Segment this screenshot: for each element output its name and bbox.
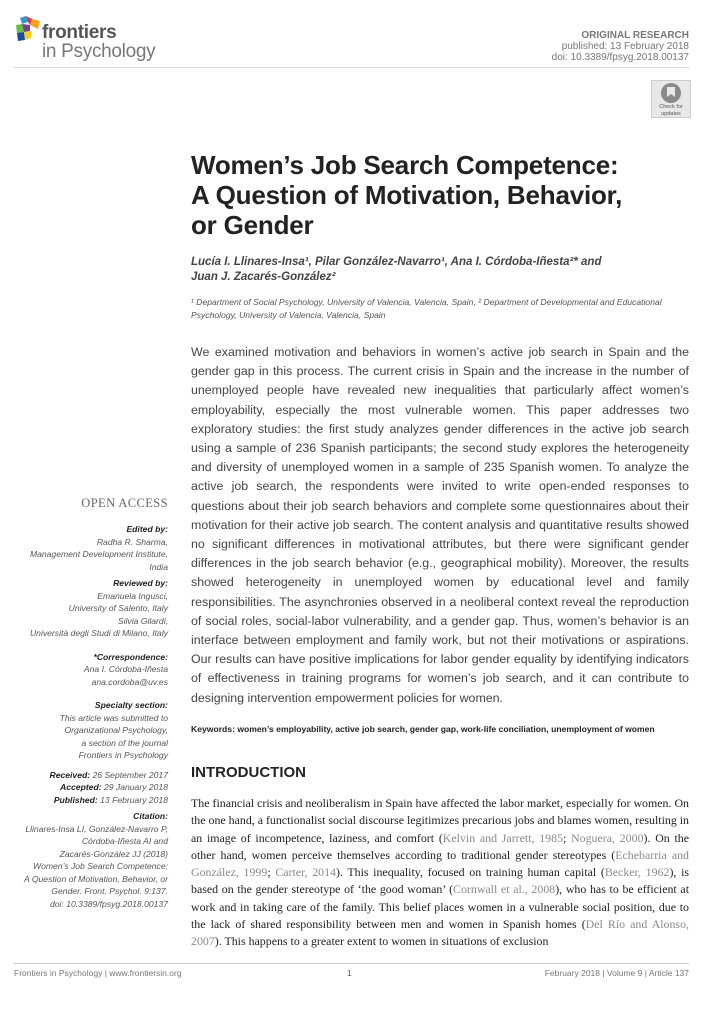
specialty-section-label: Specialty section: [94, 700, 168, 710]
correspondence-name: Ana I. Córdoba-Iñesta [83, 664, 168, 674]
article-info-sidebar [0, 496, 168, 910]
open-access-label: OPEN ACCESS [81, 496, 168, 510]
frontiers-logo-icon [14, 16, 44, 46]
article-title [191, 150, 691, 240]
body-text: ). This inequality, focused on training human capital ( [335, 865, 605, 880]
bookmark-icon [661, 83, 681, 103]
check-label-1: Check for [659, 104, 683, 110]
specialty-text: Frontiers in Psychology [78, 750, 168, 760]
accepted-value: 29 January 2018 [103, 782, 168, 792]
correspondence-email[interactable]: ana.cordoba@uv.es [91, 676, 168, 687]
author-list [191, 255, 671, 285]
citation-link[interactable]: Kelvin and Jarrett, 1985 [442, 830, 564, 845]
footer-journal-link[interactable]: Frontiers in Psychology | www.frontiersin.org [14, 968, 182, 978]
editor-affiliation: Management Development Institute, [29, 549, 168, 559]
accepted-date [0, 781, 168, 794]
citation-text: Gender. Front. Psychol. 9:137. [51, 886, 168, 896]
body-text: The financial crisis and neoliberalism in Spain have affected the labor market, especially for women. On the one hand, a functionalist social discourse legitimizes precarious jobs and blames women, resulting in an image of incompetence, laziness, and comfort ( [191, 796, 689, 845]
received-value: 26 September 2017 [92, 769, 168, 780]
published-date: published: 13 February 2018 [561, 41, 689, 52]
specialty-text: Organizational Psychology, [64, 725, 168, 735]
body-text: ). On the other hand, women perceive themselves according to traditional gender stereotypes ( [191, 830, 689, 862]
journal-logo[interactable] [14, 16, 164, 61]
specialty-text: This article was submitted to [59, 712, 168, 723]
section-heading-introduction: INTRODUCTION [191, 764, 306, 781]
citation-text: A Question of Motivation, Behavior, or [24, 873, 168, 884]
citation-link[interactable]: Echebarria and González, 1999 [191, 847, 689, 880]
body-text: ), is based on the gender stereotype of ‘the good woman’ ( [191, 865, 690, 897]
footer-divider [14, 963, 689, 964]
citation-doi[interactable]: doi: 10.3389/fpsyg.2018.00137 [49, 898, 168, 909]
received-label: Received: [49, 769, 91, 780]
published-label: Published: [53, 794, 98, 805]
check-label-2: updates [661, 111, 681, 117]
logo-journal-name: in Psychology [42, 41, 156, 62]
editor-name: Radha R. Sharma, [96, 536, 168, 547]
citation-text: Llinares-Insa LI, González-Navarro P, [25, 823, 168, 834]
reviewer-name: Emanuela Ingusci, [97, 590, 168, 601]
published-date-sidebar [0, 794, 168, 807]
reviewer-name: Silvia Gilardi, [117, 615, 168, 626]
correspondence-label: *Correspondence: [93, 651, 168, 662]
title-line: Women’s Job Search Competence: [191, 150, 619, 180]
body-text: ; [267, 865, 276, 880]
reviewer-affiliation: University of Salento, Italy [68, 603, 168, 613]
logo-wordmark: frontiers [42, 22, 117, 43]
citation-text: Women’s Job Search Competence: [32, 861, 168, 871]
doi[interactable]: doi: 10.3389/fpsyg.2018.00137 [551, 52, 689, 63]
affiliations: ¹ Department of Social Psychology, University of Valencia, Valencia, Spain, ² Department of Developmental and Educational Psychology, University of Valencia, Valencia, Spain [191, 297, 662, 320]
body-text: ), who has to be efficient at work and in taking care of the family. This belief places women in a vulnerable social position, due to the lack of shared responsibility between men and women in Spanish homes ( [191, 882, 690, 932]
specialty-text: a section of the journal [81, 737, 168, 748]
accepted-label: Accepted: [60, 782, 102, 792]
received-date [0, 769, 168, 782]
footer-issue-info: February 2018 | Volume 9 | Article 137 [544, 968, 689, 978]
header-divider [14, 67, 689, 68]
citation-link[interactable]: Del Río and Alonso, 2007 [191, 917, 689, 949]
abstract: We examined motivation and behaviors in women’s active job search in Spain and the gender gap in this process. The current crisis in Spain and the increase in the number of unemployed people have revealed new inequalities that particularly affect women’s employability, especially the most vulnerable women. This paper addresses two exploratory studies: the first study analyzes gender differences in the active job search using a sample of 236 Spanish participants; the second study explores the heterogeneity and diversity of unemployed women in a sample of 235 Spanish women. To analyze the active job search, the respondents were invited to write open-ended responses to questions about their job search behaviors and complete some questionnaires about their motivation for their active job search. The content analysis and quantitative results showed no significant differences in motivational attributes, but there were significant gender differences in the job search behavior (e.g., geographical mobility). Moreover, the results showed heterogeneity in unemployed women by educational level and family responsibilities. The asynchronies observed in a neoliberal context reveal the reproduction of social roles, social-labor vulnerability, and a gender gap. Thus, women’s behavior is an interface between employment and family work, but not their motivations or aspirations. Our results can have positive implications for labor gender equality by identifying indicators of effectiveness in training programs for women’s job search, and it can contribute to designing intervention empowerment policies for women. [191, 345, 689, 705]
reviewer-affiliation: Università degli Studi di Milano, Italy [29, 628, 168, 638]
body-text: ). This happens to a greater extent to women in situations of exclusion [214, 934, 549, 949]
citation-text: Córdoba-Iñesta AI and [81, 836, 168, 846]
authors-line[interactable]: Juan J. Zacarés-González² [191, 271, 336, 283]
published-value: 13 February 2018 [100, 794, 168, 805]
page-number: 1 [347, 968, 352, 978]
introduction-paragraph [191, 795, 689, 951]
title-line: A Question of Motivation, Behavior, [191, 180, 623, 210]
edited-by-label: Edited by: [126, 524, 168, 534]
authors-line[interactable]: Lucía I. Llinares-Insa¹, Pilar González-Navarro¹, Ana I. Córdoba-Iñesta²* and [191, 256, 602, 268]
article-type: ORIGINAL RESEARCH [581, 30, 689, 41]
citation-link[interactable]: Carter, 2014 [275, 865, 336, 880]
article-meta-header [552, 30, 689, 63]
check-for-updates-button[interactable] [651, 80, 691, 118]
keywords: Keywords: women’s employability, active job search, gender gap, work-life conciliation, unemployment of women [191, 724, 655, 734]
reviewed-by-label: Reviewed by: [113, 578, 168, 588]
editor-affiliation: India [149, 561, 168, 572]
title-line: or Gender [191, 210, 314, 240]
citation-label: Citation: [133, 811, 168, 821]
citation-link[interactable]: Noguera, 2000 [571, 830, 644, 845]
citation-text: Zacarés-González JJ (2018) [59, 848, 168, 859]
body-text: ; [563, 830, 572, 845]
citation-link[interactable]: Becker, 1962 [604, 865, 670, 880]
citation-link[interactable]: Cornwall et al., 2008 [453, 882, 556, 897]
